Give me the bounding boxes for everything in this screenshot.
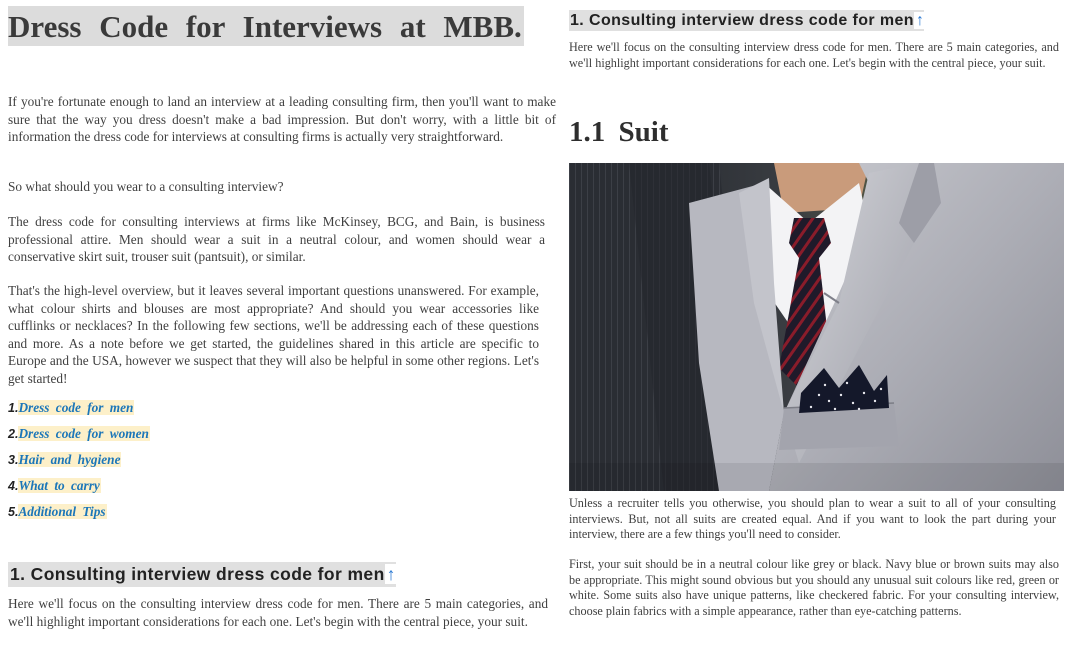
toc-item [8,398,150,424]
section-men-intro: Here we'll focus on the consulting interview dress code for men. There are 5 main categories, and we'll highlight important considerations for each one. Let's begin with the central piece, your suit. [8,596,548,629]
back-to-top-arrow-icon[interactable]: ↑ [386,564,396,584]
toc-item [8,476,150,502]
toc-item [8,424,150,450]
toc-number: 4. [8,479,19,493]
intro-question: So what should you wear to a consulting interview? [8,179,284,194]
section-heading-text: 1. Consulting interview dress code for men [10,564,385,584]
suit-photo [569,163,1064,491]
toc-number: 2. [8,427,19,441]
section-heading-men-repeat [569,10,924,31]
suit-paragraph-1: Unless a recruiter tells you otherwise, you should plan to wear a suit to all of your consulting interviews. But, not all suits are created equal. And if you want to look the part during your interview, there are a few things you'll need to consider. [569,496,1056,542]
back-to-top-arrow-icon[interactable]: ↑ [915,12,925,29]
section-heading-men [8,562,396,587]
toc-link-hair[interactable]: Hair and hygiene [18,452,121,467]
suit-paragraph-2: First, your suit should be in a neutral colour like grey or black. Navy blue or brown suits may also be appropriate. This might sound obvious but you should any unusual suit colours like red, green or white. Some suits also have unique patterns, like checkered fabric. For your consulting interview, choose plain fabrics with a simple appearance, rather than eye-catching patterns. [569,557,1059,618]
intro-paragraph: If you're fortunate enough to land an interview at a leading consulting firm, then you'll want to make sure that the way you dress doesn't make a bad impression. But don't worry, with a little bit of information the dress code for interviews at consulting firms is actually very straightforward. [8,94,556,144]
toc-link-women[interactable]: Dress code for women [18,426,149,441]
toc-link-tips[interactable]: Additional Tips [18,504,106,519]
toc-number: 1. [8,401,19,415]
section-heading-text: 1. Consulting interview dress code for men [570,12,914,29]
subsection-heading-suit: 1.1 Suit [569,116,669,148]
toc-item [8,502,150,528]
toc-link-carry[interactable]: What to carry [18,478,100,493]
page-title: Dress Code for Interviews at MBB. [8,6,524,46]
table-of-contents [8,398,150,528]
toc-link-men[interactable]: Dress code for men [18,400,134,415]
intro-details: That's the high-level overview, but it leaves several important questions unanswered. For example, what colour shirts and blouses are most appropriate? And should you wear accessories like cufflinks or necklaces? In the following few sections, we'll be addressing each of these questions and more. As a note before we get started, the guidelines shared in this article are specific to Europe and the USA, however we suspect that they will also be helpful in some other regions. Let's get started! [8,283,539,386]
intro-overview: The dress code for consulting interviews at firms like McKinsey, BCG, and Bain, is business professional attire. Men should wear a suit in a neutral colour, and women should wear a conservative skirt suit, trouser suit (pantsuit), or similar. [8,214,545,264]
toc-item [8,450,150,476]
toc-number: 5. [8,505,19,519]
section-men-intro-repeat: Here we'll focus on the consulting interview dress code for men. There are 5 main categories, and we'll highlight important considerations for each one. Let's begin with the central piece, your suit. [569,40,1059,70]
toc-number: 3. [8,453,19,467]
